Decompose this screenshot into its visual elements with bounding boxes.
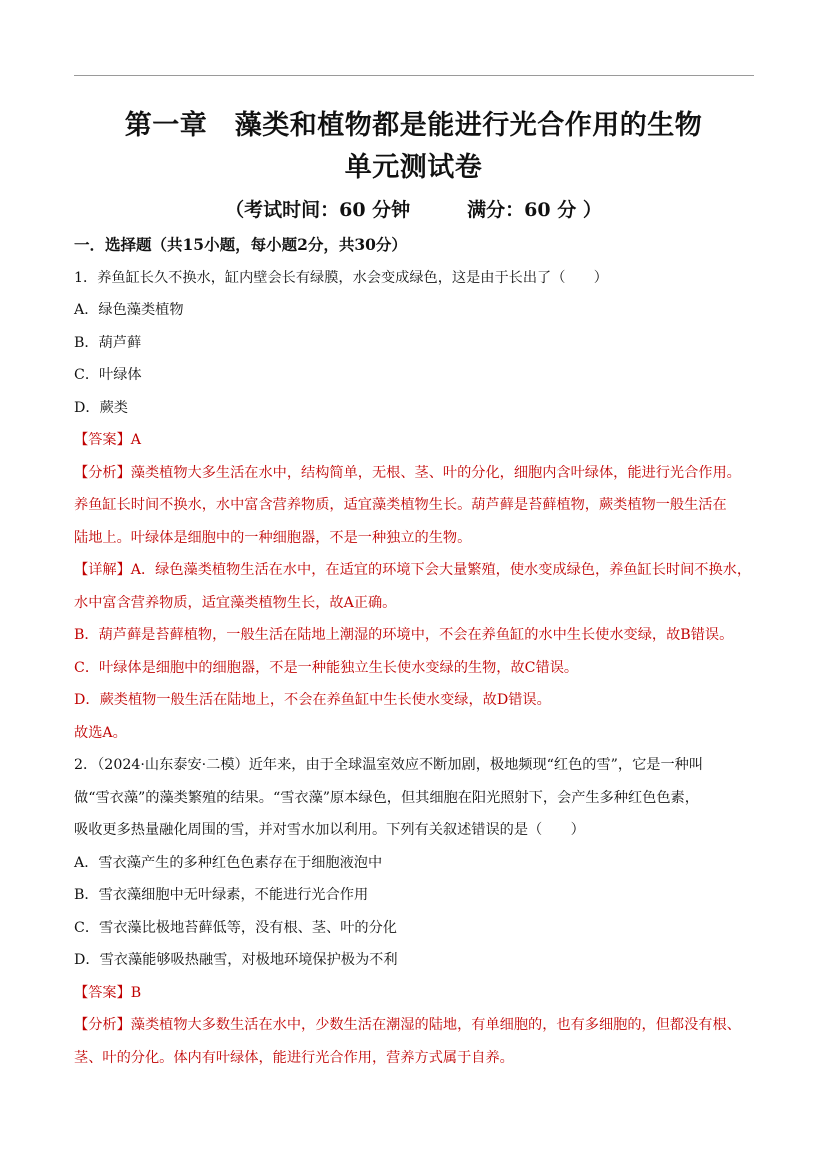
- exam-info: （考试时间：60 分钟 满分：60 分 ）: [225, 199, 602, 221]
- question-2-option-b: B．雪衣藻细胞中无叶绿素，不能进行光合作用: [74, 887, 369, 903]
- question-1-detail-line: 【详解】A．绿色藻类植物生活在水中，在适宜的环境下会大量繁殖，使水变成绿色，养鱼缸长时间不换水，: [74, 562, 752, 578]
- page-title-line2: 单元测试卷: [344, 152, 483, 183]
- question-1-analysis-line: 陆地上。叶绿体是细胞中的一种细胞器，不是一种独立的生物。: [74, 530, 472, 546]
- question-2-stem-line: 2．（2024·山东泰安·二模）近年来，由于全球温室效应不断加剧，极地频现“红色的雪”，它是一种叫: [74, 757, 704, 773]
- question-1-option-d: D．蕨类: [74, 400, 128, 416]
- question-1-stem: 1．养鱼缸长久不换水，缸内壁会长有绿膜，水会变成绿色，这是由于长出了（ ）: [74, 270, 608, 286]
- question-2-stem-line: 做“雪衣藻”的藻类繁殖的结果。“雪衣藻”原本绿色，但其细胞在阳光照射下，会产生多种红色色素，: [74, 790, 699, 806]
- question-2-option-a: A．雪衣藻产生的多种红色色素存在于细胞液泡中: [74, 855, 383, 871]
- question-2-option-d: D．雪衣藻能够吸热融雪，对极地环境保护极为不利: [74, 952, 398, 968]
- question-2-analysis-line: 【分析】藻类植物大多数生活在水中，少数生活在潮湿的陆地，有单细胞的，也有多细胞的，但都没有根、: [74, 1017, 741, 1033]
- question-1-conclusion: 故选A。: [74, 725, 127, 741]
- question-2-stem-line: 吸收更多热量融化周围的雪，并对雪水加以利用。下列有关叙述错误的是（ ）: [74, 822, 585, 838]
- question-1-analysis-line: 养鱼缸长时间不换水，水中富含营养物质，适宜藻类植物生长。葫芦藓是苔藓植物，蕨类植物一般生活在: [74, 497, 727, 513]
- question-1-option-c: C．叶绿体: [74, 367, 142, 383]
- question-1-detail-line: B．葫芦藓是苔藓植物，一般生活在陆地上潮湿的环境中，不会在养鱼缸的水中生长使水变绿，故B错误。: [74, 627, 734, 643]
- question-1-option-b: B．葫芦藓: [74, 335, 142, 351]
- question-1-detail-line: 水中富含营养物质，适宜藻类植物生长，故A正确。: [74, 595, 397, 611]
- page-title-line1: 第一章 藻类和植物都是能进行光合作用的生物: [124, 110, 703, 141]
- question-1-answer: 【答案】A: [74, 432, 141, 448]
- question-2-option-c: C．雪衣藻比极地苔藓低等，没有根、茎、叶的分化: [74, 920, 397, 936]
- header-rule: [74, 75, 754, 76]
- question-2-answer: 【答案】B: [74, 985, 142, 1001]
- question-1-detail-line: C．叶绿体是细胞中的细胞器，不是一种能独立生长使水变绿的生物，故C错误。: [74, 660, 579, 676]
- question-1-analysis-line: 【分析】藻类植物大多生活在水中，结构简单，无根、茎、叶的分化，细胞内含叶绿体，能进行光合作用。: [74, 465, 741, 481]
- question-1-option-a: A．绿色藻类植物: [74, 302, 184, 318]
- section-heading: 一．选择题（共15小题，每小题2分，共30分）: [74, 235, 407, 254]
- question-1-detail-line: D．蕨类植物一般生活在陆地上，不会在养鱼缸中生长使水变绿，故D错误。: [74, 692, 551, 708]
- question-2-analysis-line: 茎、叶的分化。体内有叶绿体，能进行光合作用，营养方式属于自养。: [74, 1050, 514, 1066]
